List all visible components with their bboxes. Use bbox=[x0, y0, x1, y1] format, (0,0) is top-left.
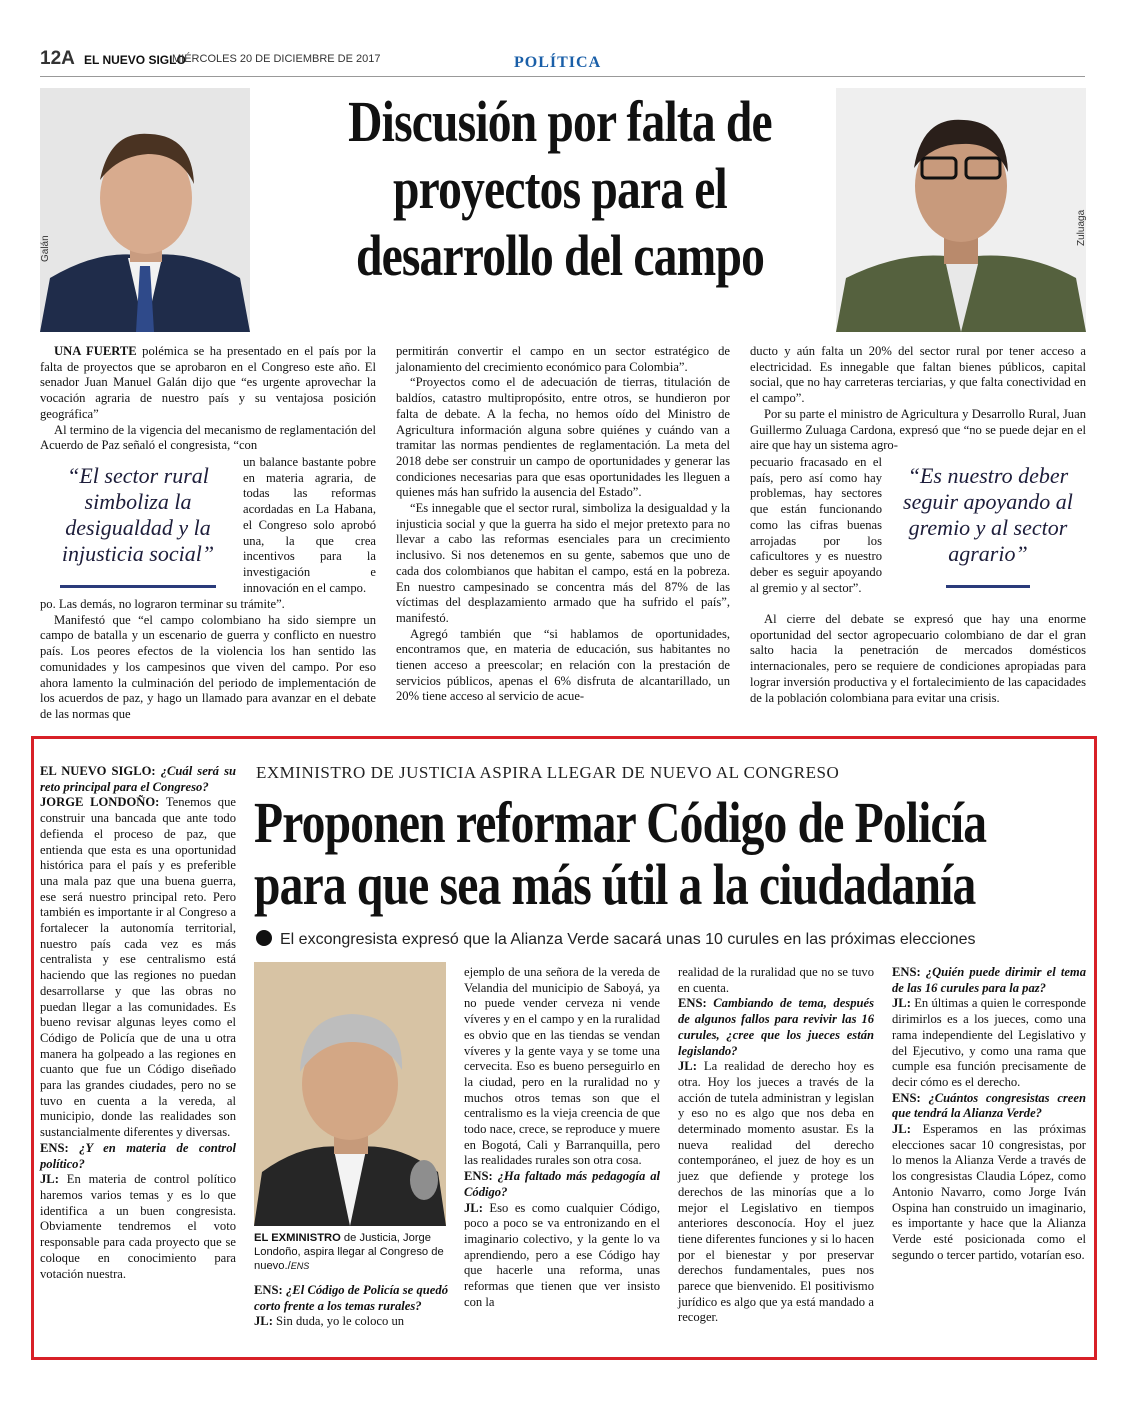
answer bbox=[678, 1059, 874, 1326]
zuluaga-photo bbox=[836, 88, 1086, 332]
speaker: EL NUEVO SIGLO: bbox=[40, 764, 156, 778]
quote-text: “Es nuestro deber seguir apoyando al gremio y al sector agrario” bbox=[903, 463, 1073, 566]
caption-credit: ENS bbox=[290, 1261, 310, 1271]
answer-text: realidad de la ruralidad que no se tuvo en cuenta. bbox=[678, 965, 874, 995]
speaker: ENS: bbox=[40, 1140, 69, 1155]
answer bbox=[254, 1314, 448, 1330]
article2-subhead bbox=[256, 930, 976, 949]
article1-column-2 bbox=[396, 344, 730, 705]
page-number: 12A bbox=[40, 48, 75, 69]
answer-text: Sin duda, yo le coloco un bbox=[272, 1314, 405, 1329]
photo-credit-zuluaga: Zuluaga bbox=[1076, 209, 1087, 246]
paragraph: polémica se ha presentado en el país por la falta de proyectos que se aprobaron en el Congreso este año. El senador Juan Manuel Galán dijo que “es urgente aprovechar la vocación agraria de nuestro país y su ventajosa posición geográfica” bbox=[40, 344, 376, 421]
answer bbox=[40, 1172, 236, 1282]
londono-photo bbox=[254, 962, 446, 1226]
question-text: ¿Cuál será su reto principal para el Congreso? bbox=[40, 764, 236, 794]
galan-photo bbox=[40, 88, 250, 332]
article1-column-3-wrap bbox=[750, 455, 882, 596]
answer-text: Tenemos que construir una bancada que ante todo defienda el proceso de paz, que entienda que esta es una oportunidad histórica para el país y es preferible una mala paz que una buena guerra, ese será nuestro principal reto. Pero también es importante ir al Congreso a fortalecer la autonomía territorial, nuestro país cada vez es más centralista y ese centralismo está haciendo que las regiones no puedan desarrollarse y que las obras no puedan llegar a las comunidades. Es bueno revisar algunas leyes como el Código de Policía que de una u otra manera ha golpeado a las regiones en cuanto que fue un Código diseñado para las grandes ciudades, pero no se tuvo en cuenta a la vereda, al municipio, donde las realidades son sustancialmente diferentes y diversas. bbox=[40, 795, 236, 1140]
portrait-londono-icon bbox=[254, 962, 446, 1226]
question bbox=[892, 965, 1086, 996]
article1-column-3-bottom bbox=[750, 612, 1086, 706]
pull-quote-right bbox=[890, 463, 1086, 588]
headline-line: proyectos para el bbox=[393, 156, 727, 221]
answer-text: La realidad de derecho hoy es otra. Hoy los jueces a través de la acción de tutela administran y legislan y eso no es algo que nos deba en determinado momento asustar. Es la nueva realidad del derecho contemporáneo, el juez de hoy es un juez que defiende y protege los derechos de las minorías que a lo mejor el Legislativo en tiempos anteriores desconocía. Hoy el juez tiene diferentes funciones y si lo hacen por el bienestar y por preservar derechos fundamentales, pues nos parece que bienvenido. El positivismo jurídico es algo que ya está mandado a recoger. bbox=[678, 1059, 874, 1325]
quote-rule bbox=[946, 585, 1030, 588]
question-text: Cambiando de tema, después de algunos fallos para revivir las 16 curules, ¿cree que los jueces están legislando? bbox=[678, 996, 874, 1058]
question bbox=[678, 996, 874, 1059]
question bbox=[892, 1091, 1086, 1122]
paragraph: “Es innegable que el sector rural, simboliza la desigualdad y la injusticia social y que la guerra ha sido el mejor pretexto para no llevar a cabo las reformas esenciales para un crecimiento inclusivo. Si nos detenemos en su gente, sabemos que uno de cada dos colombianos que habitan el campo, está en la pobreza. En nuestro campesinado se concentra más del 87% de las víctimas del desplazamiento armado que ha sufrido el país”, manifestó. bbox=[396, 501, 730, 625]
question bbox=[254, 1283, 448, 1314]
answer bbox=[464, 1201, 660, 1311]
speaker: JL: bbox=[254, 1314, 273, 1329]
question bbox=[40, 1141, 236, 1172]
speaker: JL: bbox=[464, 1200, 483, 1215]
speaker: JL: bbox=[892, 1122, 911, 1137]
speaker: ENS: bbox=[678, 996, 707, 1011]
paragraph: po. Las demás, no lograron terminar su trámite”. bbox=[40, 597, 285, 611]
article1-column-1-wrap bbox=[243, 455, 376, 596]
paragraph: permitirán convertir el campo en un sector estratégico de jalonamiento del crecimiento económico para Colombia”. bbox=[396, 344, 730, 374]
answer-text: En materia de control político haremos varios temas y es lo que identifica a un buen congresista. Obviamente tendremos el voto responsable para cada proyecto que se coloque en conocimiento para votación nuestra. bbox=[40, 1172, 236, 1281]
paragraph: Al termino de la vigencia del mecanismo de reglamentación del Acuerdo de Paz señaló el congresista, “con bbox=[40, 422, 376, 453]
photo-caption bbox=[254, 1231, 448, 1273]
paragraph: pecuario fracasado en el país, pero así como hay problemas, hay sectores que están funcionando como las cifras buenas arrojadas por los caficultores y es nuestro deber es seguir apoyando al gremio y al sector”. bbox=[750, 455, 882, 595]
headline-line: para que sea más útil a la ciudadanía bbox=[254, 852, 976, 917]
speaker: ENS: bbox=[464, 1169, 493, 1184]
article1-column-3 bbox=[750, 344, 1086, 454]
portrait-galan-icon bbox=[40, 88, 250, 332]
paragraph: “Proyectos como el de adecuación de tierras, titulación de baldíos, catastro multipropósito, entre otros, se hundieron por falta de debate. A la fecha, no hemos oído del Ministro de Agricultura información alguna sobre quiénes y cuándo van a tramitar las normas pendientes de reglamentación. La meta del 2018 debe ser construir un campo de oportunidades y generar las condiciones necesarias para que esas oportunidades les lleguen a quienes más han sufrido la ausencia del Estado”. bbox=[396, 375, 730, 500]
lead-word: UNA FUERTE bbox=[54, 344, 137, 358]
headline-line: Proponen reformar Código de Policía bbox=[254, 790, 987, 855]
header-rule bbox=[40, 76, 1085, 77]
paragraph: ducto y aún falta un 20% del sector rural por tener acceso a electricidad. Es innegable que faltan bienes públicos, capital social, que no hay carreteras terciarias, y que falta conectividad en el campo”. bbox=[750, 344, 1086, 406]
speaker: JL: bbox=[40, 1172, 59, 1187]
speaker: JORGE LONDOÑO: bbox=[40, 795, 160, 810]
question-text: ¿Ha faltado más pedagogía al Código? bbox=[464, 1169, 660, 1199]
article1-column-1-bottom bbox=[40, 597, 376, 723]
interview-column-1 bbox=[40, 764, 236, 1282]
interview-column-3 bbox=[464, 965, 660, 1310]
section-title: POLÍTICA bbox=[514, 54, 602, 71]
issue-date: MIÉRCOLES 20 DE DICIEMBRE DE 2017 bbox=[172, 53, 381, 65]
speaker: ENS: bbox=[892, 965, 921, 979]
article1-column-1 bbox=[40, 344, 376, 454]
answer bbox=[892, 1122, 1086, 1263]
interview-column-2 bbox=[254, 1283, 448, 1330]
question-text: ¿Quién puede dirimir el tema de las 16 curules para la paz? bbox=[892, 965, 1086, 995]
interview-column-4 bbox=[678, 965, 874, 1326]
question-text: ¿Cuántos congresistas creen que tendrá la Alianza Verde? bbox=[892, 1090, 1086, 1121]
caption-text: de Justicia, Jorge Londoño, aspira llegar al Congreso de nuevo./ bbox=[254, 1232, 444, 1272]
paragraph: Por su parte el ministro de Agricultura y Desarrollo Rural, Juan Guillermo Zuluaga Cardona, expresó que “no se puede dejar en el aire que hay un sistema agro- bbox=[750, 406, 1086, 453]
portrait-zuluaga-icon bbox=[836, 88, 1086, 332]
paragraph: Agregó también que “si hablamos de oportunidades, encontramos que, en materia de educación, sus habitantes no tienen acceso a preescolar; en relación con la prestación de servicios públicos, apenas el 6% disfruta de alcantarillado, un 20% tiene acceso al servicio de acue- bbox=[396, 626, 730, 704]
paragraph: un balance bastante pobre en materia agraria, de todas las reformas acordadas en La Habana, el Congreso solo aprobó una, la que crea incentivos para la investigación e innovación en el campo. bbox=[243, 455, 376, 595]
question-text: ¿Y en materia de control político? bbox=[40, 1140, 236, 1171]
quote-rule bbox=[60, 585, 216, 588]
headline-line: desarrollo del campo bbox=[355, 223, 765, 288]
question bbox=[464, 1169, 660, 1200]
answer bbox=[892, 996, 1086, 1090]
caption-lead: EL EXMINISTRO bbox=[254, 1232, 341, 1244]
pull-quote-left bbox=[40, 463, 236, 588]
speaker: ENS: bbox=[892, 1090, 921, 1105]
question-text: ¿El Código de Policía se quedó corto frente a los temas rurales? bbox=[254, 1283, 448, 1313]
article1-headline bbox=[347, 88, 773, 289]
newspaper-name: EL NUEVO SIGLO bbox=[84, 53, 186, 67]
subhead-text: El excongresista expresó que la Alianza Verde sacará unas 10 curules en las próximas elecciones bbox=[280, 931, 976, 948]
answer-text: En últimas a quien le corresponde dirimirlos es a los jueces, como una rama independiente del Legislativo y del Ejecutivo, y como una rama que cumple esa función precisamente de decir cómo es el derecho. bbox=[892, 996, 1086, 1089]
quote-text: “El sector rural simboliza la desigualdad y la injusticia social” bbox=[61, 463, 215, 566]
paragraph: Al cierre del debate se expresó que hay una enorme oportunidad del sector agropecuario colombiano de dar el gran salto hacia la penetración de mercados domésticos internacionales, pero se requiere de condiciones apropiadas para lograr inversión productiva y el fortalecimiento de las capacidades de la población colombiana para evitar una crisis. bbox=[750, 612, 1086, 705]
article2-kicker: EXMINISTRO DE JUSTICIA ASPIRA LLEGAR DE NUEVO AL CONGRESO bbox=[256, 763, 840, 782]
paragraph: Manifestó que “el campo colombiano ha sido siempre un campo de batalla y un escenario de guerra y conflicto en nuestro país. Los peores efectos de la violencia los han sentido las comunidades y los campesinos que viven del campo. Por eso ahora lamento la culminación del periodo de implementación de los acuerdos de paz, y hago un llamado para avanzar en el debate de las normas que bbox=[40, 612, 376, 721]
question bbox=[40, 764, 236, 795]
answer-text: ejemplo de una señora de la vereda de Velandia del municipio de Saboyá, ya no puede vender cerveza ni vende víveres y en el campo y en la ruralidad es obvio que en las tiendas se vendan víveres y la gente vaya y se tome una cervecita. Eso es bueno perseguirlo en la ciudad, pero en la ruralidad no y muchos otros temas son que el centralismo es la vieja creencia de que todo nace, crece, se reproduce y muere en Bogotá, Cali y Barranquilla, pero las realidades rurales son otra cosa. bbox=[464, 965, 660, 1168]
answer-text: Eso es como cualquier Código, poco a poco se va entronizando en el imaginario colectivo, y la gente lo va aprendiendo, pero a ese Código hay que hacerle una reforma, unas reformas que tienen que ver insisto con la bbox=[464, 1200, 660, 1309]
headline-line: Discusión por falta de bbox=[348, 89, 772, 154]
speaker: ENS: bbox=[254, 1283, 283, 1297]
bullet-icon bbox=[256, 930, 272, 946]
photo-credit-galan: Galán bbox=[40, 235, 51, 262]
answer-text: Esperamos en las próximas elecciones sacar 10 congresistas, por lo menos la Alianza Verde a través de los congresistas Claudia López, como Antonio Navarro, como Jorge Iván Ospina han construido un imaginario, es importante y hace que la Alianza Verde esté posicionada como el segundo o tercer partido, votarían eso. bbox=[892, 1122, 1086, 1262]
speaker: JL: bbox=[678, 1059, 697, 1074]
interview-column-5 bbox=[892, 965, 1086, 1263]
article2-headline bbox=[254, 792, 992, 916]
answer bbox=[40, 795, 236, 1140]
speaker: JL: bbox=[892, 996, 911, 1011]
